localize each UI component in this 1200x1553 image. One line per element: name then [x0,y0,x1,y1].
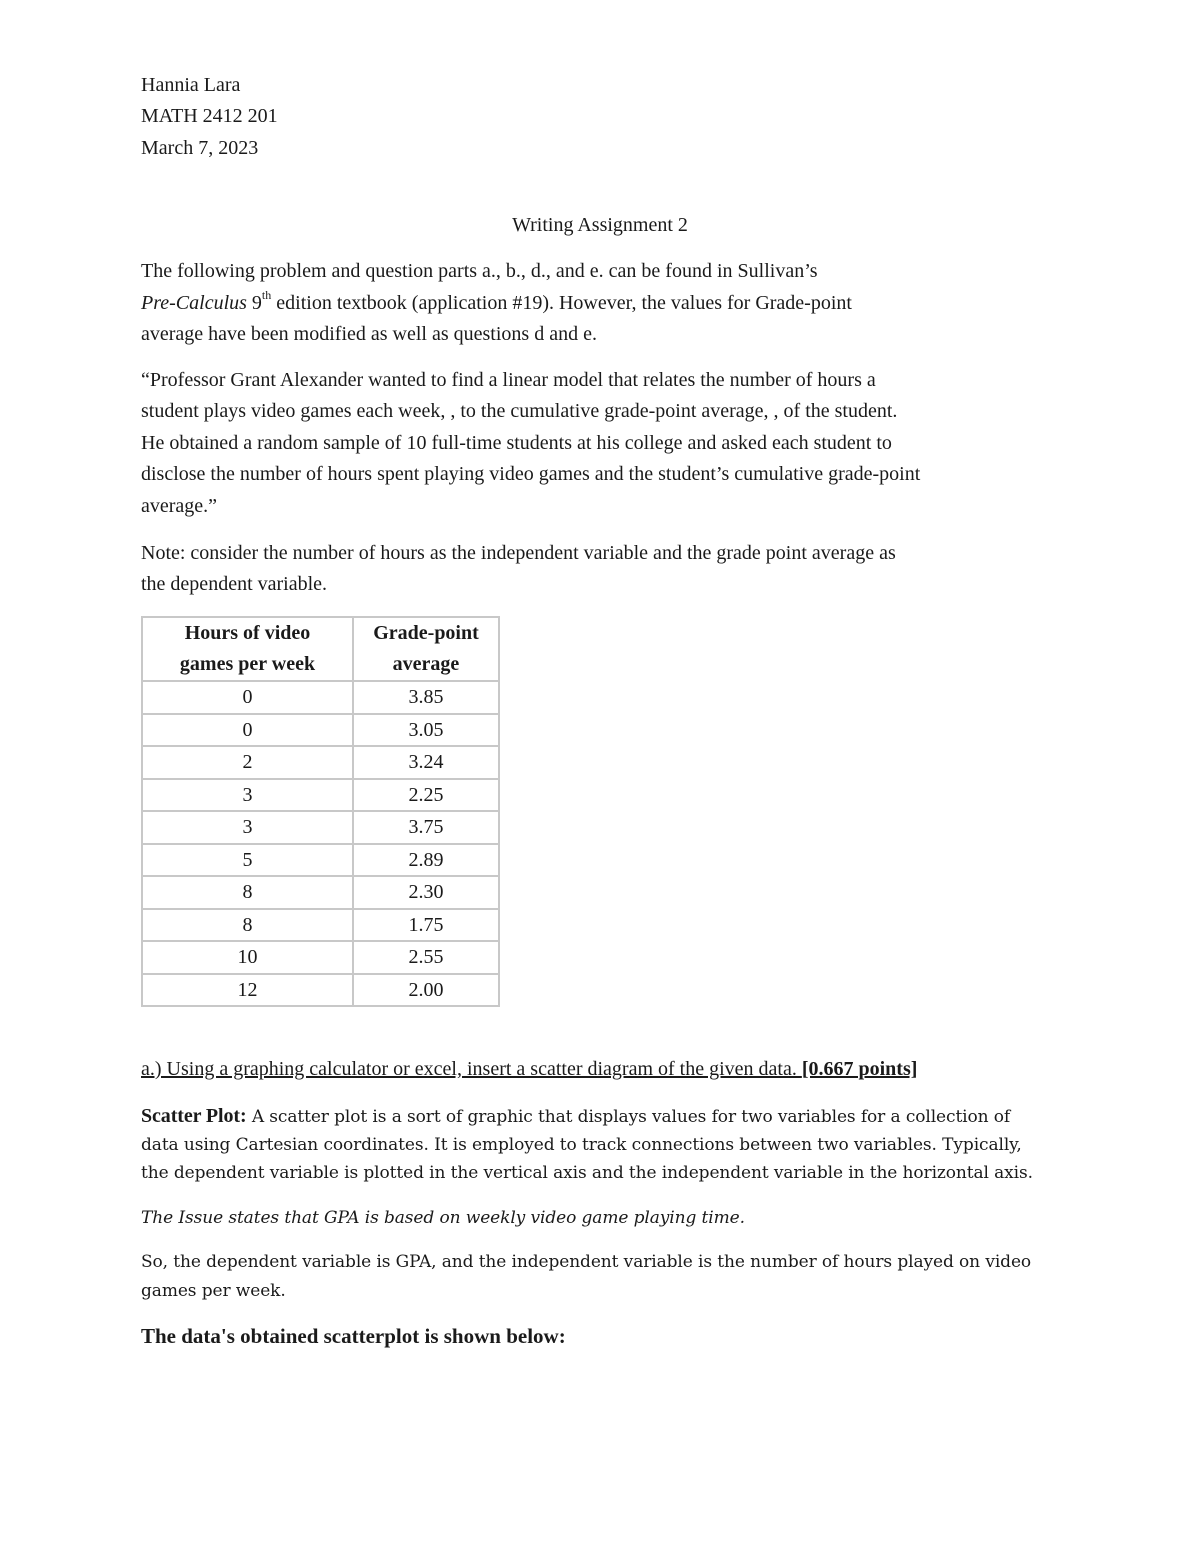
page-title: Writing Assignment 2 [512,214,688,236]
quote-line-3: He obtained a random sample of 10 full-time students at his college and asked each student to [141,432,892,454]
quote-line-4: disclose the number of hours spent playing video games and the student’s cumulative grade-point [141,463,921,485]
quote-line-1: “Professor Grant Alexander wanted to find a linear model that relates the number of hours a [141,369,876,391]
table-header-row [142,617,499,681]
table-row [142,681,499,714]
table-row [142,844,499,877]
cell-hours: 8 [142,876,353,909]
student-name: Hannia Lara [141,74,241,96]
cell-hours: 8 [142,909,353,942]
cell-gpa: 3.24 [353,746,499,779]
cell-gpa: 2.30 [353,876,499,909]
edition-number: 9 [246,292,262,314]
scatterplot-heading: The data's obtained scatterplot is shown below: [141,1324,566,1348]
cell-hours: 3 [142,811,353,844]
cell-gpa: 2.25 [353,779,499,812]
table-row [142,876,499,909]
scatter-def-line-1: Scatter Plot: A scatter plot is a sort of graphic that displays values for two variables for a collection of [141,1105,1011,1127]
cell-hours: 3 [142,779,353,812]
cell-hours: 5 [142,844,353,877]
col-header-gpa: Grade-point average [353,617,499,681]
cell-hours: 0 [142,681,353,714]
cell-gpa: 1.75 [353,909,499,942]
cell-gpa: 2.89 [353,844,499,877]
intro-line-2 [141,288,852,315]
table-row [142,779,499,812]
scatter-def-label: Scatter Plot: [141,1105,247,1127]
edition-superscript: th [261,288,272,303]
scatter-def-line-3: the dependent variable is plotted in the vertical axis and the independent variable in the horizontal axis. [141,1163,1033,1183]
cell-hours: 12 [142,974,353,1007]
cell-gpa: 3.05 [353,714,499,747]
table-row [142,974,499,1007]
data-table [141,616,500,1007]
scatter-def-line-2: data using Cartesian coordinates. It is employed to track connections between two variables. Typically, [141,1135,1022,1155]
intro-line-2-rest: edition textbook (application #19). However, the values for Grade-point [271,292,852,314]
cell-hours: 0 [142,714,353,747]
issue-statement: The Issue states that GPA is based on weekly video game playing time. [141,1208,745,1228]
cell-gpa: 2.00 [353,974,499,1007]
quote-line-5: average.” [141,495,218,517]
part-a-question: a.) Using a graphing calculator or excel, insert a scatter diagram of the given data. [0.667 points] [141,1058,918,1080]
note-line-2: the dependent variable. [141,573,328,595]
cell-gpa: 2.55 [353,941,499,974]
part-a-points: [0.667 points] [801,1058,918,1080]
cell-gpa: 3.85 [353,681,499,714]
cell-hours: 2 [142,746,353,779]
intro-line-3: average have been modified as well as questions d and e. [141,323,597,345]
conclusion-line-1: So, the dependent variable is GPA, and the independent variable is the number of hours played on video [141,1252,1032,1272]
table-row [142,811,499,844]
table-row [142,909,499,942]
cell-hours: 10 [142,941,353,974]
note-line-1: Note: consider the number of hours as the independent variable and the grade point average as [141,542,896,564]
intro-line-1: The following problem and question parts a., b., d., and e. can be found in Sullivan’s [141,260,818,282]
course-code: MATH 2412 201 [141,105,278,127]
textbook-title: Pre-Calculus [141,292,247,314]
table-row [142,746,499,779]
table-row [142,714,499,747]
table-row [142,941,499,974]
cell-gpa: 3.75 [353,811,499,844]
assignment-date: March 7, 2023 [141,137,259,159]
col-header-hours: Hours of video games per week [142,617,353,681]
conclusion-line-2: games per week. [141,1281,286,1301]
quote-line-2: student plays video games each week, , to the cumulative grade-point average, , of the student. [141,400,898,422]
